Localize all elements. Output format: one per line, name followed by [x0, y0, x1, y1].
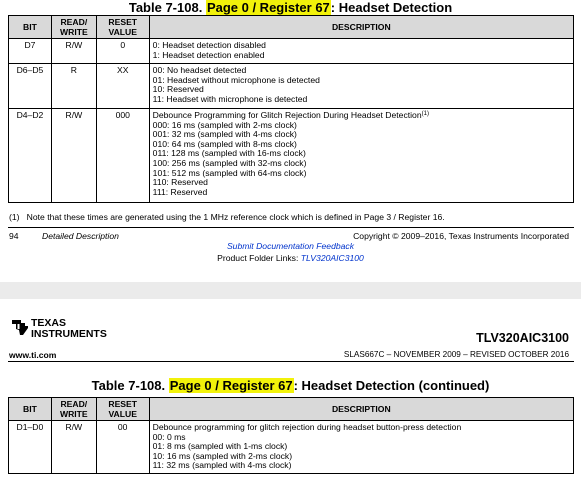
header-description: DESCRIPTION — [149, 398, 573, 421]
bit-cell: D7 — [9, 39, 52, 64]
description-cell: 0: Headset detection disabled 1: Headset detection enabled — [149, 39, 573, 64]
table-row — [9, 64, 574, 109]
table-header-row — [9, 16, 574, 39]
description-cell: Debounce programming for glitch rejection during headset button-press detection 00: 0 ms 01: 8 ms (sampled with 1-ms clock) 10: 16 ms (sampled with 2-ms clock) 11: 32 ms (sampled with 4-ms clock) — [149, 421, 573, 474]
reset-cell: XX — [96, 64, 149, 109]
register-table — [8, 15, 574, 203]
feedback-link[interactable]: Submit Documentation Feedback — [226, 241, 355, 251]
header-reset-value: RESET VALUE — [96, 16, 149, 39]
rw-cell: R/W — [51, 421, 96, 474]
product-folder-links: Product Folder Links: TLV320AIC3100 — [217, 253, 364, 263]
caption-number: Table 7-108. — [128, 0, 203, 15]
footer-rule — [8, 227, 574, 228]
rw-cell: R/W — [51, 39, 96, 64]
reset-cell: 0 — [96, 39, 149, 64]
header-read-write: READ/ WRITE — [51, 398, 96, 421]
table-row — [9, 109, 574, 203]
caption-title: : Headset Detection — [330, 0, 453, 15]
product-folder-link[interactable]: TLV320AIC3100 — [300, 253, 364, 263]
table-row — [9, 39, 574, 64]
page-separator — [0, 282, 581, 299]
table-caption-continued — [0, 378, 581, 393]
part-number: TLV320AIC3100 — [476, 331, 569, 345]
copyright: Copyright © 2009–2016, Texas Instruments Incorporated — [353, 231, 569, 241]
rw-cell: R — [51, 64, 96, 109]
description-cell: Debounce Programming for Glitch Rejection During Headset Detection$^{(1)}$ 000: 16 ms (sampled with 2-ms clock) 001: 32 ms (sampled with 4-ms clock) 010: 64 ms (sampled with 8-ms clock) 011: 128 ms (sampled with 16-ms clock) 100: 256 ms (sampled with 32-ms clock) 101: 512 ms (sampled with 64-ms clock) 110: Reserved 111: Reserved — [149, 109, 573, 203]
logo-text: TEXAS INSTRUMENTS — [31, 317, 107, 340]
header-reset-value: RESET VALUE — [96, 398, 149, 421]
rw-cell: R/W — [51, 109, 96, 203]
footnote-marker: (1) — [421, 111, 429, 117]
section-name: Detailed Description — [42, 231, 119, 241]
ti-logo-icon — [10, 317, 30, 337]
bit-cell: D4–D2 — [9, 109, 52, 203]
register-table-continued — [8, 397, 574, 474]
header-rule — [8, 361, 574, 362]
caption-register: Page 0 / Register 67 — [206, 0, 330, 15]
table-header-row — [9, 398, 574, 421]
header-description: DESCRIPTION — [149, 16, 573, 39]
table-caption — [0, 0, 581, 15]
header-read-write: READ/ WRITE — [51, 16, 96, 39]
bit-cell: D6–D5 — [9, 64, 52, 109]
website[interactable]: www.ti.com — [9, 350, 57, 360]
caption-title: : Headset Detection (continued) — [293, 378, 490, 393]
reset-cell: 000 — [96, 109, 149, 203]
footnote: (1) Note that these times are generated using the 1 MHz reference clock which is defined in Page 3 / Register 16. — [9, 212, 445, 222]
bit-cell: D1–D0 — [9, 421, 52, 474]
page-number: 94 — [9, 231, 19, 241]
document-id: SLAS667C – NOVEMBER 2009 – REVISED OCTOBER 2016 — [343, 350, 569, 359]
table-row — [9, 421, 574, 474]
caption-register: Page 0 / Register 67 — [169, 378, 293, 393]
header-bit: BIT — [9, 16, 52, 39]
reset-cell: 00 — [96, 421, 149, 474]
caption-number: Table 7-108. — [91, 378, 166, 393]
header-bit: BIT — [9, 398, 52, 421]
description-cell: 00: No headset detected 01: Headset without microphone is detected 10: Reserved 11: Headset with microphone is detected — [149, 64, 573, 109]
